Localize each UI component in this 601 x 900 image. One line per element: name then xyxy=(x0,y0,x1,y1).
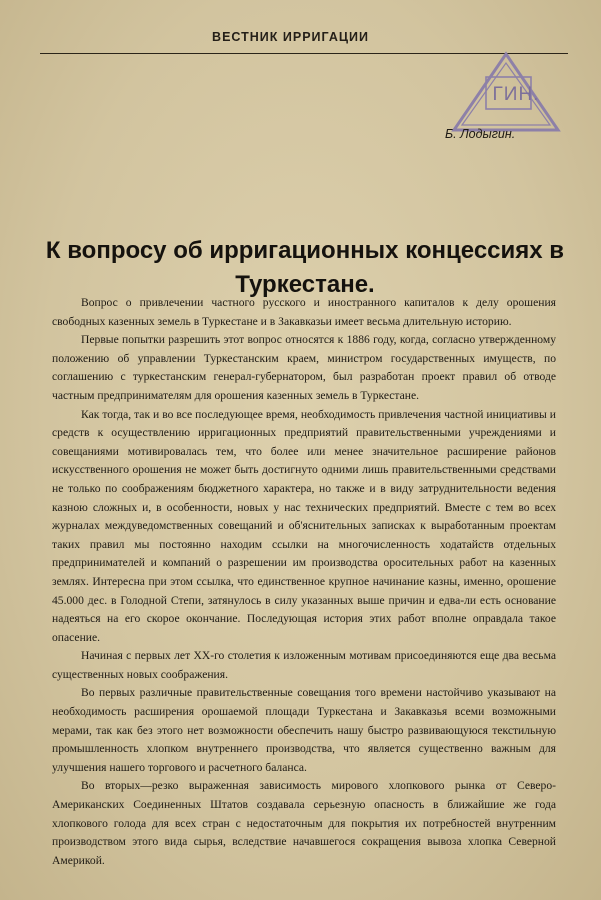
paragraph: Во первых различные правительственные совещания того времени настойчиво указывают на необходимость расширения орошаемой площади Туркестана и Закавказья всеми возможными мерами, так как без этого нет возможности обеспечить нашу быстро развивающуюся текстильную промышленность хлопком внутреннего производства, что является существенно важным для улучшения нашего торгового и расчетного баланса. xyxy=(52,686,556,774)
stamp-label: ГИН. xyxy=(492,84,540,105)
paragraph: Начиная с первых лет XX-го столетия к изложенным мотивам присоединяются еще два весьма существенных новых соображения. xyxy=(52,649,556,681)
paragraph: Как тогда, так и во все последующее время, необходимость привлечения частной инициативы и средств к осуществлению ирригационных предприятий правительственными учреждениями и совещаниями мотивировалась тем, что более или менее значительное расширение районов искусственного орошения не может быть достигнуто одними лишь правительственными средствами не только по соображениям бюджетного характера, но также и в виду затруднительности ведения казною сложных и, в особенности, новых у нас технических предприятий. Вместе с тем во всех журналах междуведомственных совещаний и об'яснительных записках к выработанным проектам таких правил мы постоянно находим ссылки на многочисленность ходатайств отдельных предпринимателей и компаний о разрешении им производства оросительных работ на казенных землях. Интересна при этом ссылка, что единственное крупное начинание казны, именно, орошение 45.000 дес. в Голодной Степи, затянулось в силу указанных выше причин и едва-ли есть основание надеяться на его скорое окончание. Последующая история этих работ вполне оправдала такое опасение. xyxy=(52,407,556,644)
running-header: ВЕСТНИК ИРРИГАЦИИ xyxy=(212,30,369,44)
article-title: К вопросу об ирригационных концессиях в Туркестане. xyxy=(45,237,565,299)
paragraph: Во вторых—резко выраженная зависимость мирового хлопкового рынка от Северо-Американских Соединенных Штатов создавала серьезную опасность в ближайшие же года хлопкового голода для всех стран с недостаточным для покрытия их потребностей внутренним производством этого вида сырья, вследствие начавшегося сокращения вывоза хлопка Северной Америкой. xyxy=(52,779,556,867)
article-author: Б. Лодыгин. xyxy=(445,127,516,141)
article-body xyxy=(52,294,556,870)
paragraph: Вопрос о привлечении частного русского и иностранного капиталов к делу орошения свободных казенных земель в Туркестане и в Закавказьи имеет весьма длительную историю. xyxy=(52,296,556,328)
paragraph: Первые попытки разрешить этот вопрос относятся к 1886 году, когда, согласно утвержденному положению об управлении Туркестанским краем, министром государственных имуществ, по соглашению с туркестанским генерал-губернатором, был разработан проект правил об отводе частным предпринимателям для орошения казенных земель в Туркестане. xyxy=(52,333,556,402)
